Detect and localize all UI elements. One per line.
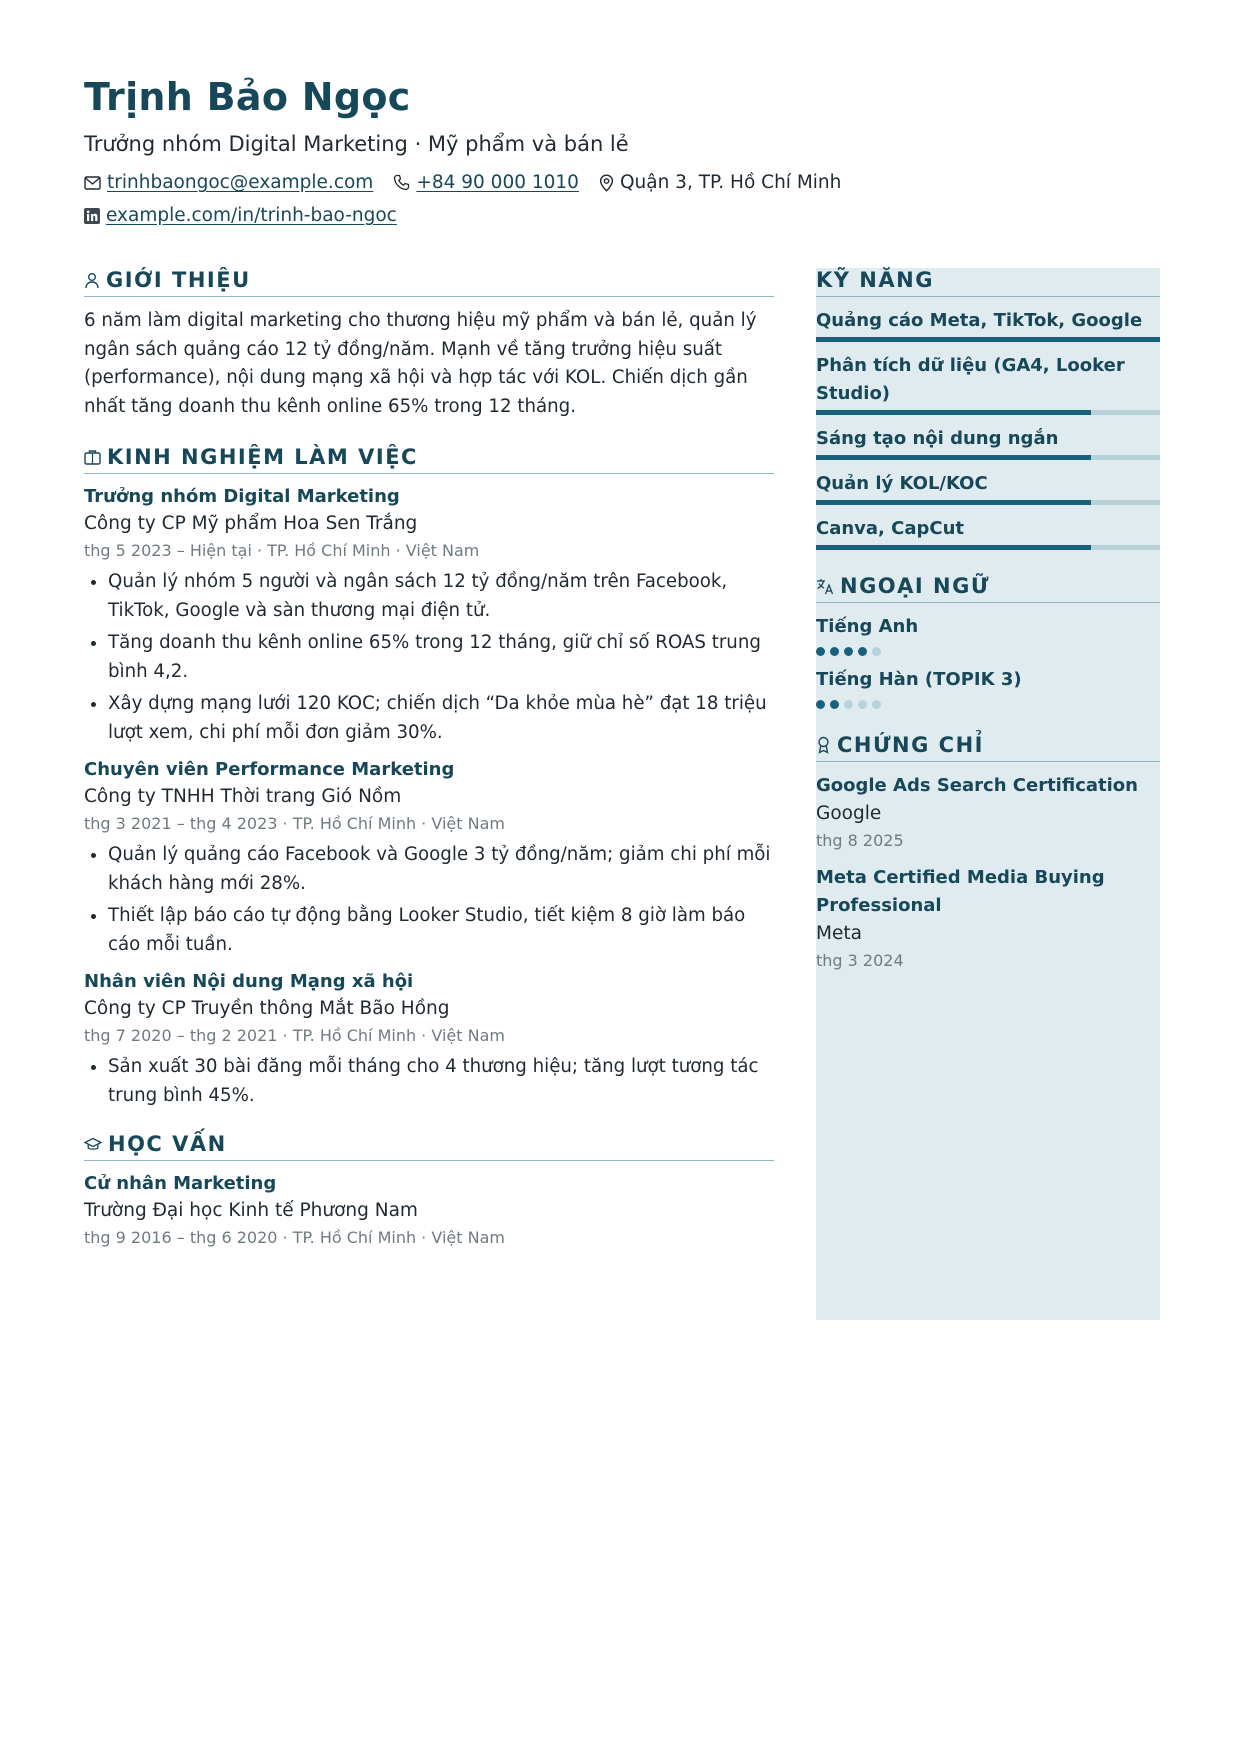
- phone-link[interactable]: +84 90 000 1010: [416, 172, 579, 193]
- job-bullet: • Tăng doanh thu kênh online 65% trong 12 tháng, giữ chỉ số ROAS trung bình 4,2.: [108, 629, 774, 686]
- skill-bar: [816, 410, 1160, 415]
- job-title: Trưởng nhóm Digital Marketing: [84, 486, 400, 507]
- mail-icon: [84, 176, 101, 190]
- job-bullet: • Thiết lập báo cáo tự động bằng Looker Studio, tiết kiệm 8 giờ làm báo cáo mỗi tuần.: [108, 902, 774, 959]
- job-entry: [84, 969, 774, 1110]
- language-name: Tiếng Hàn (TOPIK 3): [816, 669, 1022, 690]
- job-bullets: [84, 1053, 774, 1110]
- linkedin-icon: [84, 208, 100, 224]
- section-certificates-title: [816, 733, 1160, 762]
- skill-name: Quản lý KOL/KOC: [816, 473, 988, 494]
- skill-item: [816, 515, 1160, 550]
- email-item: [84, 166, 373, 199]
- language-rating: [816, 700, 1160, 709]
- section-education-title: [84, 1132, 774, 1161]
- linkedin-link[interactable]: example.com/in/trinh-bao-ngoc: [106, 205, 397, 226]
- linkedin-item: [84, 199, 397, 232]
- job-bullets: [84, 568, 774, 747]
- education-meta: thg 9 2016 – thg 6 2020 · TP. Hồ Chí Minh · Việt Nam: [84, 1228, 505, 1247]
- skill-name: Sáng tạo nội dung ngắn: [816, 428, 1059, 449]
- person-name: Trịnh Bảo Ngọc: [84, 75, 411, 119]
- education-entry: [84, 1171, 774, 1251]
- main-column: [84, 268, 774, 1251]
- job-entry: [84, 757, 774, 959]
- certificate-date: thg 8 2025: [816, 831, 904, 850]
- language-name: Tiếng Anh: [816, 616, 919, 637]
- school: Trường Đại học Kinh tế Phương Nam: [84, 1200, 418, 1221]
- section-education-label: HỌC VẤN: [108, 1132, 227, 1156]
- skill-item: [816, 307, 1160, 342]
- location-text: Quận 3, TP. Hồ Chí Minh: [619, 172, 842, 193]
- section-languages-title: [816, 574, 1160, 603]
- rating-dot-filled: [858, 647, 867, 656]
- job-bullet: • Xây dựng mạng lưới 120 KOC; chiến dịch “Da khỏe mùa hè” đạt 18 triệu lượt xem, chi phí mỗi đơn giảm 30%.: [108, 690, 774, 747]
- skill-bar: [816, 337, 1160, 342]
- skill-name: Canva, CapCut: [816, 518, 965, 539]
- certificate-item: [816, 772, 1160, 854]
- skill-name: Phân tích dữ liệu (GA4, Looker Studio): [816, 355, 1125, 404]
- rating-dot-empty: [872, 647, 881, 656]
- rating-dot-empty: [872, 700, 881, 709]
- headline: Trưởng nhóm Digital Marketing · Mỹ phẩm và bán lẻ: [84, 132, 629, 156]
- job-bullet: • Sản xuất 30 bài đăng mỗi tháng cho 4 thương hiệu; tăng lượt tương tác trung bình 45%.: [108, 1053, 774, 1110]
- award-icon: [816, 736, 831, 754]
- section-experience-title: [84, 445, 774, 474]
- skill-bar-fill: [816, 455, 1091, 460]
- certificate-name: Meta Certified Media Buying Professional: [816, 867, 1105, 916]
- briefcase-icon: [84, 449, 101, 465]
- job-bullets: [84, 841, 774, 959]
- skill-bar: [816, 500, 1160, 505]
- job-meta: thg 7 2020 – thg 2 2021 · TP. Hồ Chí Minh · Việt Nam: [84, 1026, 505, 1045]
- section-certificates-label: CHỨNG CHỈ: [837, 733, 984, 757]
- job-title: Nhân viên Nội dung Mạng xã hội: [84, 971, 414, 992]
- translate-icon: [816, 578, 834, 595]
- skill-name: Quảng cáo Meta, TikTok, Google: [816, 310, 1143, 331]
- skill-bar: [816, 455, 1160, 460]
- contact-info: [84, 166, 1160, 232]
- section-experience-label: KINH NGHIỆM LÀM VIỆC: [107, 445, 418, 469]
- skill-bar-fill: [816, 545, 1091, 550]
- rating-dot-filled: [816, 700, 825, 709]
- rating-dot-empty: [844, 700, 853, 709]
- job-company: Công ty CP Truyền thông Mắt Bão Hồng: [84, 998, 450, 1019]
- section-summary-title: [84, 268, 774, 297]
- job-title: Chuyên viên Performance Marketing: [84, 759, 455, 780]
- language-rating: [816, 647, 1160, 656]
- rating-dot-filled: [830, 647, 839, 656]
- resume-page: [84, 72, 1160, 1247]
- degree: Cử nhân Marketing: [84, 1173, 277, 1194]
- certificate-name: Google Ads Search Certification: [816, 775, 1138, 796]
- email-link[interactable]: trinhbaongoc@example.com: [107, 172, 374, 193]
- skill-bar-fill: [816, 500, 1091, 505]
- certificate-date: thg 3 2024: [816, 951, 904, 970]
- sidebar: [816, 268, 1160, 1320]
- section-summary-label: GIỚI THIỆU: [106, 268, 251, 292]
- job-bullet: • Quản lý quảng cáo Facebook và Google 3 tỷ đồng/năm; giảm chi phí mỗi khách hàng mới 28%.: [108, 841, 774, 898]
- rating-dot-filled: [844, 647, 853, 656]
- language-item: [816, 613, 1160, 656]
- certificate-item: [816, 864, 1160, 974]
- job-bullet: • Quản lý nhóm 5 người và ngân sách 12 tỷ đồng/năm trên Facebook, TikTok, Google và sàn thương mại điện tử.: [108, 568, 774, 625]
- job-company: Công ty CP Mỹ phẩm Hoa Sen Trắng: [84, 513, 418, 534]
- certificate-issuer: Meta: [816, 923, 862, 944]
- rating-dot-filled: [816, 647, 825, 656]
- job-meta: thg 3 2021 – thg 4 2023 · TP. Hồ Chí Minh · Việt Nam: [84, 814, 505, 833]
- skill-item: [816, 425, 1160, 460]
- summary-text: 6 năm làm digital marketing cho thương hiệu mỹ phẩm và bán lẻ, quản lý ngân sách quảng cáo 12 tỷ đồng/năm. Mạnh về tăng trưởng hiệu suất (performance), nội dung mạng xã hội và hợp tác với KOL. Chiến dịch gần nhất tăng doanh thu kênh online 65% trong 12 tháng.: [84, 310, 757, 417]
- skill-bar-fill: [816, 410, 1091, 415]
- location-item: [599, 166, 841, 199]
- skill-bar: [816, 545, 1160, 550]
- location-pin-icon: [599, 174, 614, 192]
- rating-dot-filled: [830, 700, 839, 709]
- job-meta: thg 5 2023 – Hiện tại · TP. Hồ Chí Minh · Việt Nam: [84, 541, 480, 560]
- section-skills-title: [816, 268, 1160, 297]
- job-entry: [84, 484, 774, 747]
- phone-item: [393, 166, 579, 199]
- rating-dot-empty: [858, 700, 867, 709]
- language-item: [816, 666, 1160, 709]
- person-icon: [84, 272, 100, 289]
- job-company: Công ty TNHH Thời trang Gió Nồm: [84, 786, 402, 807]
- graduation-cap-icon: [84, 1137, 102, 1152]
- section-languages-label: NGOẠI NGỮ: [840, 574, 990, 598]
- section-skills-label: KỸ NĂNG: [816, 268, 934, 292]
- phone-icon: [393, 174, 410, 191]
- certificate-issuer: Google: [816, 803, 882, 824]
- skill-item: [816, 470, 1160, 505]
- skill-item: [816, 352, 1160, 415]
- skill-bar-fill: [816, 337, 1160, 342]
